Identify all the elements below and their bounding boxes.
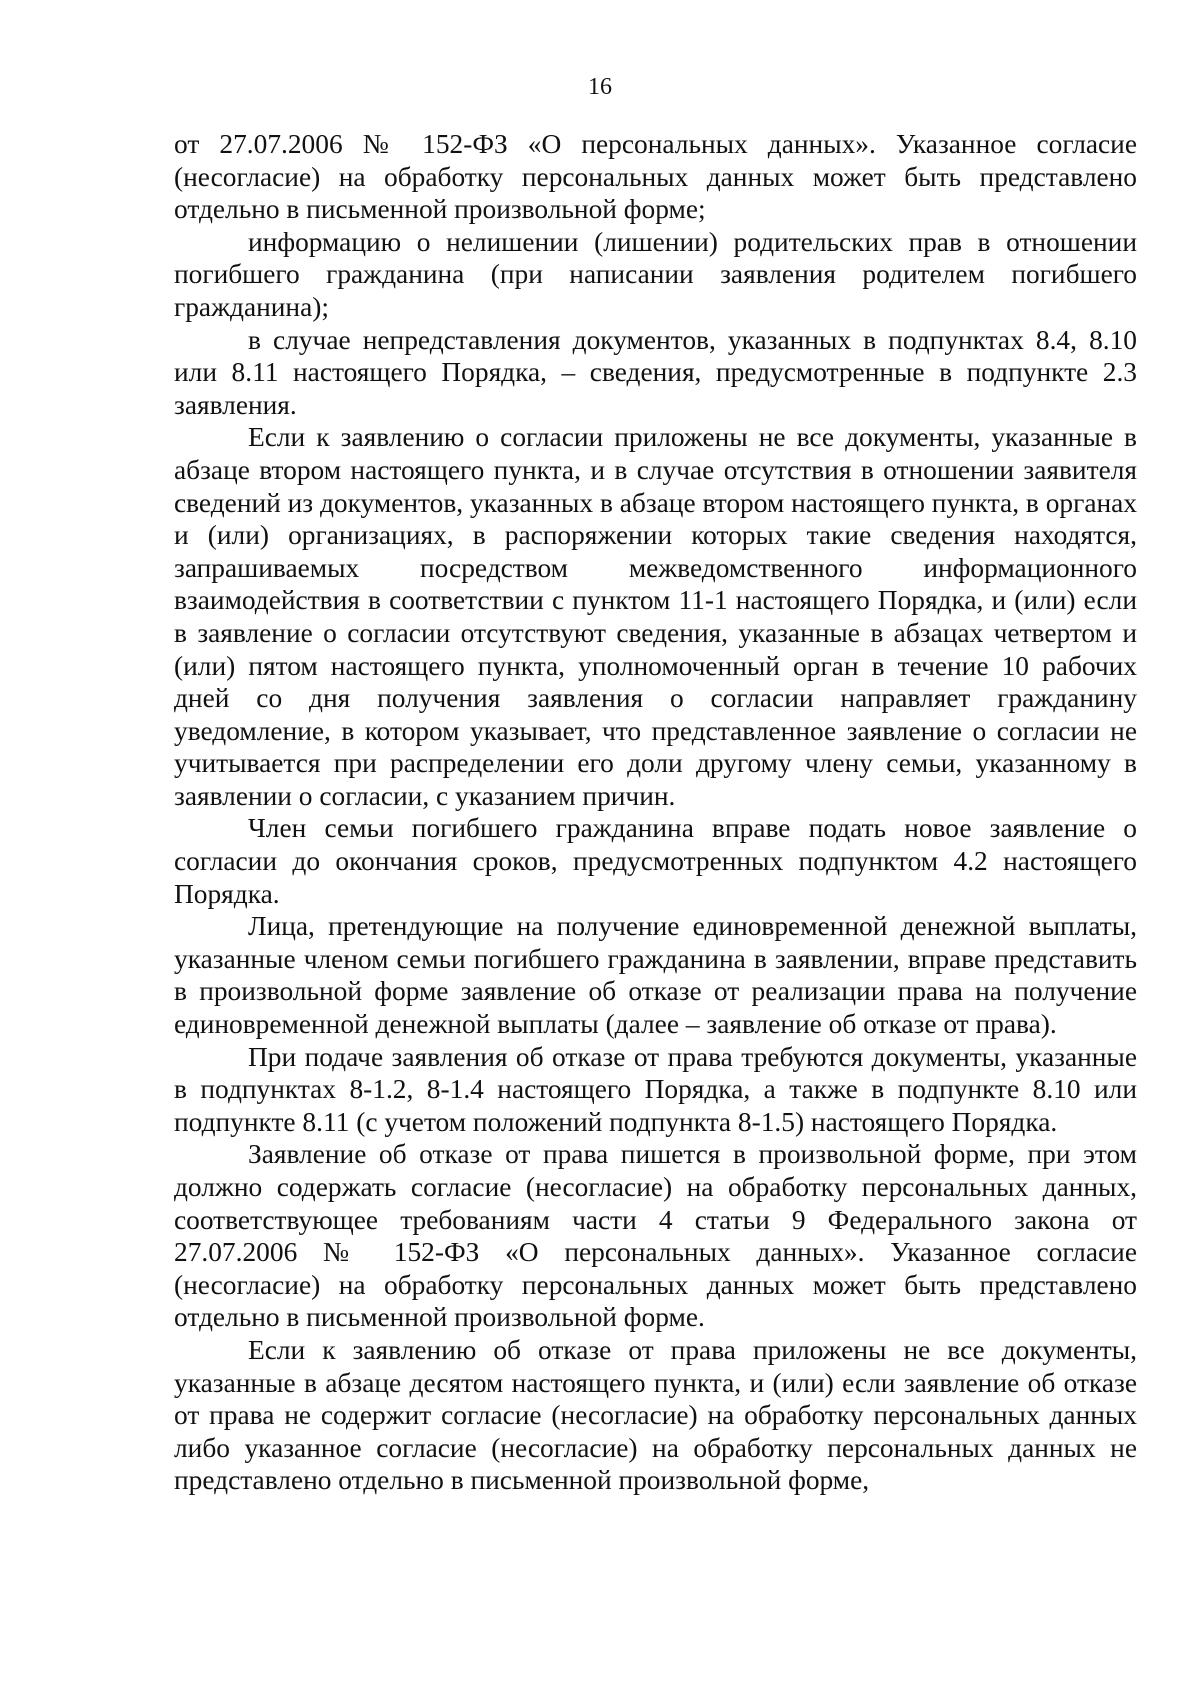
paragraph-incomplete-refusal-application: Если к заявлению об отказе от права приложены не все документы, указанные в абзаце десятом настоящего пункта, и (или) если заявление об отказе от права не содержит согласие (несогласие) на обработку персональных данных либо указанное согласие (несогласие) на обработку персональных данных не представлено отдельно в письменной произвольной форме, bbox=[174, 1334, 1137, 1496]
document-body bbox=[174, 128, 1137, 1497]
paragraph-parental-rights-info: информацию о нелишении (лишении) родительских прав в отношении погибшего гражданина (при написании заявления родителем погибшего гражданина); bbox=[174, 226, 1137, 322]
paragraph-refusal-form: Заявление об отказе от права пишется в произвольной форме, при этом должно содержать согласие (несогласие) на обработку персональных данных, соответствующее требованиям части 4 статьи 9 Федерального закона от 27.07.2006 № 152-ФЗ «О персональных данных». Указанное согласие (несогласие) на обработку персональных данных может быть представлено отдельно в письменной произвольной форме. bbox=[174, 1139, 1137, 1333]
paragraph-missing-documents-info: в случае непредставления документов, указанных в подпунктах 8.4, 8.10 или 8.11 настоящего Порядка, – сведения, предусмотренные в подпункте 2.3 заявления. bbox=[174, 324, 1137, 420]
paragraph-refusal-application: Лица, претендующие на получение единовременной денежной выплаты, указанные членом семьи погибшего гражданина в заявлении, вправе представить в произвольной форме заявление об отказе от реализации права на получение единовременной денежной выплаты (далее – заявление об отказе от права). bbox=[174, 911, 1137, 1040]
page-number: 16 bbox=[588, 74, 612, 100]
paragraph-incomplete-consent-application: Если к заявлению о согласии приложены не все документы, указанные в абзаце втором настоящего пункта, и в случае отсутствия в отношении заявителя сведений из документов, указанных в абзаце втором настоящего пункта, в органах и (или) организациях, в распоряжении которых такие сведения находятся, запрашиваемых посредством межведомственного информационного взаимодействия в соответствии с пунктом 11-1 настоящего Порядка, и (или) если в заявление о согласии отсутствуют сведения, указанные в абзацах четвертом и (или) пятом настоящего пункта, уполномоченный орган в течение 10 рабочих дней со дня получения заявления о согласии направляет гражданину уведомление, в котором указывает, что представленное заявление о согласии не учитывается при распределении его доли другому члену семьи, указанному в заявлении о согласии, с указанием причин. bbox=[174, 422, 1137, 811]
paragraph-refusal-documents: При подаче заявления об отказе от права требуются документы, указанные в подпунктах 8-1.2, 8-1.4 настоящего Порядка, а также в подпункте 8.10 или подпункте 8.11 (с учетом положений подпункта 8-1.5) настоящего Порядка. bbox=[174, 1041, 1137, 1137]
paragraph-new-consent-application: Член семьи погибшего гражданина вправе подать новое заявление о согласии до окончания сроков, предусмотренных подпунктом 4.2 настоящего Порядка. bbox=[174, 813, 1137, 909]
paragraph-continuation-consent: от 27.07.2006 № 152-ФЗ «О персональных данных». Указанное согласие (несогласие) на обработку персональных данных может быть представлено отдельно в письменной произвольной форме; bbox=[174, 129, 1137, 225]
